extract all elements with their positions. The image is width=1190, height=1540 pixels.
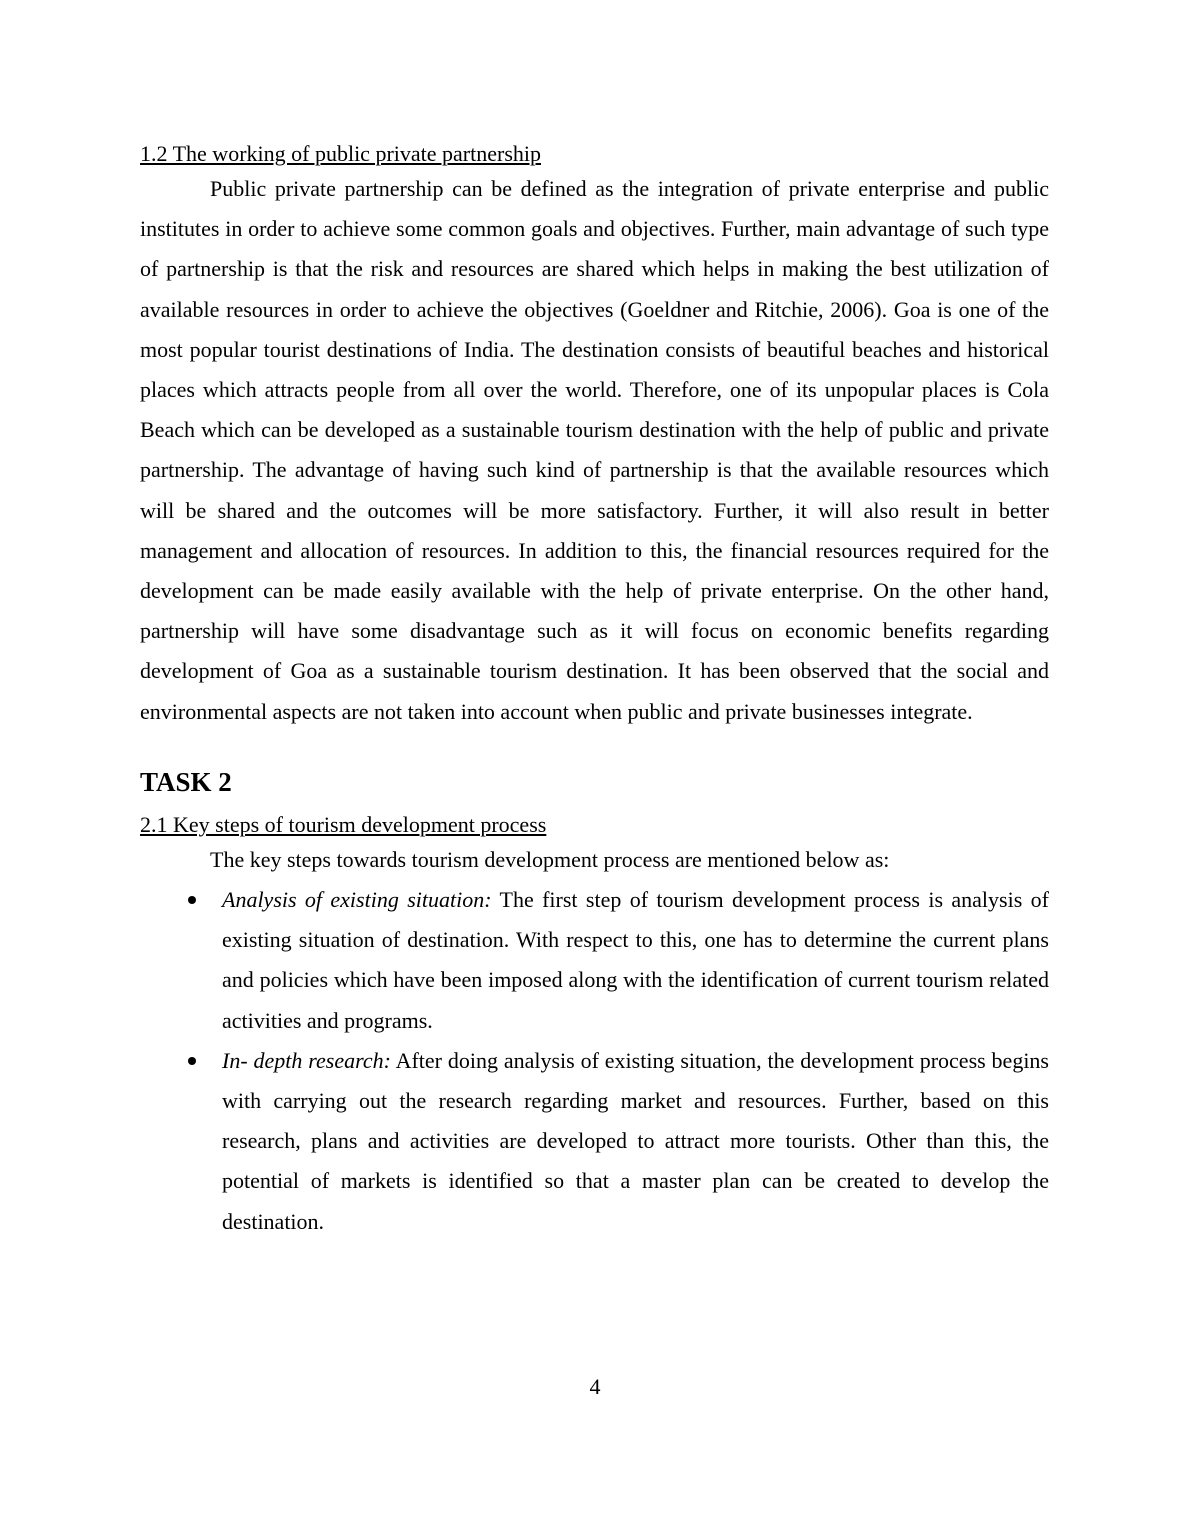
list-item bbox=[140, 1041, 1049, 1242]
section-heading-2-1: 2.1 Key steps of tourism development process bbox=[140, 811, 547, 837]
list-item-term: In- depth research: bbox=[222, 1047, 391, 1073]
section-1-2-paragraph: Public private partnership can be defined as the integration of private enterprise and public institutes in order to achieve some common goals and objectives. Further, main advantage of such type of partnership is that the risk and resources are shared which helps in making the best utilization of available resources in order to achieve the objectives (Goeldner and Ritchie, 2006). Goa is one of the most popular tourist destinations of India. The destination consists of beautiful beaches and historical places which attracts people from all over the world. Therefore, one of its unpopular places is Cola Beach which can be developed as a sustainable tourism destination with the help of public and private partnership. The advantage of having such kind of partnership is that the available resources which will be shared and the outcomes will be more satisfactory. Further, it will also result in better management and allocation of resources. In addition to this, the financial resources required for the development can be made easily available with the help of private enterprise. On the other hand, partnership will have some disadvantage such as it will focus on economic benefits regarding development of Goa as a sustainable tourism destination. It has been observed that the social and environmental aspects are not taken into account when public and private businesses integrate. bbox=[140, 176, 1049, 724]
bullet-icon bbox=[188, 896, 196, 904]
task-2-heading: TASK 2 bbox=[140, 766, 232, 797]
section-2-1-intro: The key steps towards tourism development process are mentioned below as: bbox=[210, 846, 890, 872]
list-item bbox=[140, 880, 1049, 1041]
page-content bbox=[140, 140, 1049, 1242]
page-number: 4 bbox=[589, 1374, 601, 1399]
section-heading-1-2: 1.2 The working of public private partnership bbox=[140, 141, 541, 166]
list-item-text: The first step of tourism development process is analysis of existing situation of destination. With respect to this, one has to determine the current plans and policies which have been imposed along with the identification of current tourism related activities and programs. bbox=[222, 887, 1049, 1033]
development-steps-list bbox=[140, 880, 1049, 1242]
list-item-text: After doing analysis of existing situation, the development process begins with carrying out the research regarding market and resources. Further, based on this research, plans and activities are developed to attract more tourists. Other than this, the potential of markets is identified so that a master plan can be created to develop the destination. bbox=[222, 1047, 1049, 1234]
bullet-icon bbox=[188, 1057, 196, 1065]
list-item-term: Analysis of existing situation: bbox=[222, 887, 492, 913]
